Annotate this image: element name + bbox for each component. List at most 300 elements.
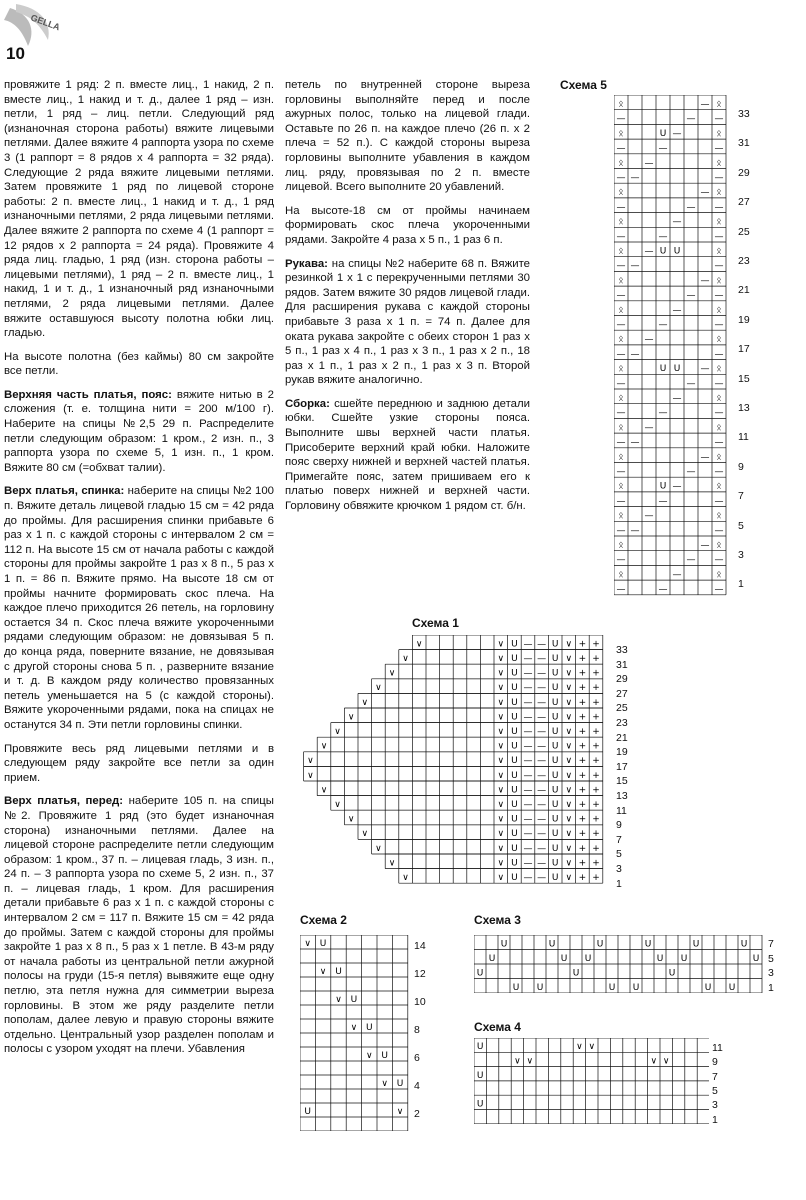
stitch-symbol: U [673, 364, 681, 375]
stitch-symbol: ∨ [514, 1056, 521, 1067]
stitch-symbol: — [537, 741, 547, 752]
stitch-symbol: ∨ [335, 994, 342, 1005]
stitch-symbol: U [551, 697, 559, 708]
stitch-symbol: — [537, 814, 547, 825]
stitch-symbol: — [537, 799, 547, 810]
stitch-symbol: U [511, 653, 518, 664]
row-number: 11 [712, 1042, 723, 1054]
stitch-symbol: + [578, 741, 587, 752]
stitch-symbol: ∨ [588, 1042, 596, 1053]
stitch-symbol: — [686, 114, 696, 125]
stitch-symbol: U [511, 785, 518, 796]
stitch-symbol: + [578, 843, 587, 854]
stitch-symbol: + [592, 872, 600, 883]
stitch-symbol: — [658, 319, 668, 330]
stitch-symbol: ∨ [497, 829, 505, 840]
row-number: 9 [738, 460, 744, 473]
stitch-symbol: ∨ [565, 697, 573, 708]
stitch-symbol: — [714, 408, 724, 419]
row-number: 10 [414, 996, 426, 1008]
stitch-symbol: U [659, 481, 667, 492]
stitch-symbol: + [578, 726, 587, 737]
row-number: 5 [712, 1084, 718, 1097]
stitch-symbol: ∨ [320, 741, 328, 752]
row-number: 17 [738, 343, 750, 356]
stitch-symbol: U [551, 756, 559, 767]
stitch-symbol: ᛟ [618, 305, 624, 316]
stitch-symbol: ∨ [304, 938, 311, 949]
stitch-symbol: + [578, 872, 587, 883]
stitch-symbol: U [551, 653, 559, 664]
row-number: 15 [616, 775, 628, 788]
stitch-symbol: ᛟ [618, 481, 624, 492]
stitch-symbol: ᛟ [618, 128, 624, 139]
stitch-symbol: — [616, 525, 626, 536]
stitch-symbol: + [592, 858, 600, 869]
stitch-symbol: ∨ [402, 872, 409, 883]
scheme-1-title: Схема 1 [412, 616, 459, 630]
stitch-symbol: — [523, 668, 533, 679]
stitch-symbol: — [616, 437, 626, 448]
paragraph-text: петель по внутренней стороне выреза горловины выполняйте перед и после ажурных полос, только на лицевой глади. Оставьте по 26 п. на каждое плечо (26 п. х 2 плеча = 52 п.). С каждой стороны выреза горловины выполните убавления в каждом лиц. ряду, провязывая по 2 п. вместе лицевой. Всего выполните 20 убавлений. [285, 79, 530, 194]
stitch-symbol: U [551, 770, 559, 781]
stitch-symbol: — [672, 481, 682, 492]
stitch-symbol: + [578, 829, 587, 840]
stitch-symbol: U [728, 982, 736, 993]
stitch-symbol: ᛟ [716, 128, 722, 139]
stitch-symbol: ∨ [361, 697, 369, 708]
stitch-symbol: U [511, 726, 518, 737]
stitch-symbol: — [630, 437, 640, 448]
stitch-symbol: U [512, 982, 520, 993]
stitch-symbol: — [700, 99, 710, 110]
stitch-symbol: ᛟ [618, 511, 624, 522]
stitch-symbol: — [523, 814, 533, 825]
stitch-symbol: ᛟ [618, 422, 624, 433]
paragraph [285, 257, 530, 388]
row-number: 21 [616, 731, 628, 744]
stitch-symbol: — [714, 143, 724, 154]
stitch-symbol: + [578, 683, 587, 694]
stitch-symbol: — [714, 114, 724, 125]
paragraph-text: На высоте-18 см от проймы начинаем формировать скос плеча укороченными рядами. Закройте 4 раза х 5 п., 1 раз 6 п. [285, 204, 530, 246]
stitch-symbol: U [673, 246, 681, 257]
stitch-symbol: — [537, 683, 547, 694]
stitch-symbol: — [537, 829, 547, 840]
stitch-symbol: + [578, 639, 587, 650]
stitch-symbol: — [630, 261, 640, 272]
stitch-symbol: ᛟ [716, 393, 722, 404]
stitch-symbol: ∨ [565, 858, 573, 869]
stitch-symbol: U [560, 953, 568, 964]
stitch-symbol: ∨ [526, 1056, 534, 1067]
stitch-symbol: ∨ [334, 726, 341, 737]
stitch-symbol: ∨ [497, 756, 505, 767]
paragraph [4, 388, 274, 476]
stitch-symbol: — [523, 683, 533, 694]
stitch-symbol: U [511, 843, 518, 854]
stitch-symbol: — [714, 261, 724, 272]
stitch-symbol: ∨ [497, 770, 505, 781]
paragraph [285, 78, 530, 195]
row-number: 12 [414, 968, 426, 980]
paragraph [4, 78, 274, 341]
stitch-symbol: U [551, 785, 559, 796]
stitch-symbol: + [592, 741, 600, 752]
stitch-symbol: ∨ [565, 756, 573, 767]
row-number: 7 [712, 1070, 718, 1083]
row-number: 3 [768, 967, 774, 979]
scheme-5-title: Схема 5 [560, 78, 607, 92]
stitch-symbol: ᛟ [716, 334, 722, 345]
stitch-symbol: — [686, 202, 696, 213]
stitch-symbol: U [551, 872, 559, 883]
scheme-4-title: Схема 4 [474, 1020, 521, 1034]
stitch-symbol: — [616, 172, 626, 183]
stitch-symbol: U [511, 697, 518, 708]
stitch-symbol: — [537, 668, 547, 679]
stitch-symbol: + [592, 712, 600, 723]
stitch-symbol: + [592, 639, 600, 650]
stitch-symbol: + [578, 814, 587, 825]
stitch-symbol: + [578, 785, 587, 796]
stitch-symbol: ∨ [375, 683, 382, 694]
stitch-symbol: — [537, 653, 547, 664]
stitch-symbol: U [500, 939, 508, 950]
stitch-symbol: — [714, 172, 724, 183]
stitch-symbol: — [523, 741, 533, 752]
scheme-3-title: Схема 3 [474, 913, 521, 927]
stitch-symbol: U [511, 799, 518, 810]
stitch-symbol: ∨ [307, 756, 314, 767]
stitch-symbol: — [616, 466, 626, 477]
stitch-symbol: U [551, 843, 559, 854]
stitch-symbol: + [578, 697, 587, 708]
stitch-symbol: ᛟ [618, 364, 624, 375]
stitch-symbol: ∨ [576, 1042, 583, 1053]
stitch-symbol: — [686, 378, 696, 389]
scheme-2-title: Схема 2 [300, 913, 347, 927]
stitch-symbol: ∨ [497, 843, 505, 854]
stitch-symbol: + [592, 756, 600, 767]
stitch-symbol: ∨ [347, 712, 355, 723]
stitch-symbol: U [608, 982, 616, 993]
scheme-4-chart [474, 1038, 709, 1124]
stitch-symbol: — [672, 305, 682, 316]
stitch-symbol: ∨ [565, 770, 573, 781]
stitch-symbol: + [592, 799, 600, 810]
stitch-symbol: ∨ [565, 785, 573, 796]
stitch-symbol: + [578, 712, 587, 723]
stitch-symbol: U [350, 994, 358, 1005]
stitch-symbol: ∨ [307, 770, 314, 781]
stitch-symbol: U [551, 683, 559, 694]
row-number: 29 [616, 673, 628, 686]
stitch-symbol: ∨ [319, 966, 327, 977]
row-number: 31 [616, 658, 628, 671]
stitch-symbol: U [381, 1050, 388, 1061]
row-number: 19 [616, 746, 628, 759]
paragraph [4, 350, 274, 379]
stitch-symbol: — [714, 525, 724, 536]
stitch-symbol: ∨ [565, 726, 573, 737]
stitch-symbol: — [714, 319, 724, 330]
paragraph-text: на спицы №2 наберите 68 п. Вяжите резинкой 1 х 1 с перекрученными петлями 30 рядов. Затем вяжите 30 рядов лицевой глади. Для расширения рукава с каждой стороны прибавьте 3 раза х 1 п. = 74 п. Далее для оката рукава закройте с обеих сторон 1 раз х 5 п., 1 раз х 4 п., 1 раз х 3 п., 1 раз х 2 п., 18 раз х 1 п., 1 раз х 2 п., 1 раз х 3 п. Второй рукав вяжите аналогично. [285, 257, 530, 387]
stitch-symbol: ∨ [565, 741, 573, 752]
stitch-symbol: ᛟ [716, 187, 722, 198]
row-number: 1 [768, 981, 774, 994]
stitch-symbol: — [714, 202, 724, 213]
stitch-symbol: U [551, 668, 559, 679]
paragraph [4, 742, 274, 786]
stitch-symbol: — [537, 872, 547, 883]
row-number: 3 [616, 863, 622, 875]
stitch-symbol: — [523, 756, 533, 767]
stitch-symbol: — [616, 114, 626, 125]
stitch-symbol: ᛟ [716, 511, 722, 522]
stitch-symbol: U [476, 1099, 484, 1110]
row-number: 27 [616, 687, 628, 700]
stitch-symbol: ᛟ [618, 99, 624, 110]
row-number: 3 [738, 549, 744, 561]
stitch-symbol: U [511, 639, 518, 650]
paragraph [4, 794, 274, 1057]
row-number: 9 [712, 1056, 718, 1069]
stitch-symbol: — [672, 217, 682, 228]
scheme-2-chart [300, 935, 410, 1131]
row-number: 1 [712, 1113, 718, 1126]
stitch-symbol: — [537, 843, 547, 854]
stitch-symbol: — [700, 364, 710, 375]
stitch-symbol: U [656, 953, 664, 964]
stitch-symbol: — [616, 143, 626, 154]
stitch-symbol: ∨ [497, 712, 505, 723]
stitch-symbol: ᛟ [618, 569, 624, 580]
row-number: 11 [738, 431, 749, 444]
stitch-symbol: ᛟ [618, 187, 624, 198]
stitch-symbol: — [644, 422, 654, 433]
stitch-symbol: U [511, 829, 518, 840]
stitch-symbol: — [616, 378, 626, 389]
stitch-symbol: — [672, 128, 682, 139]
stitch-symbol: ∨ [320, 785, 328, 796]
row-number: 6 [414, 1052, 420, 1064]
stitch-symbol: ∨ [497, 814, 505, 825]
stitch-symbol: — [658, 584, 668, 595]
paragraph-text: наберите 105 п. на спицы №2. Провяжите 1 ряд (это будет изнаночная сторона) изнаночными петлями. Далее на лицевой стороне распределите петли следующим образом: 1 кром., 37 п. – лицевая гладь, 3 изн. п., 24 п. – 3 раппорта узора по схеме 5, 2 изн. п., 37 п. – лицевая гладь, 1 кром. Для расширения детали прибавьте 6 раз х 1 п. с каждой стороны с интервалом 2 см = 117 п. Вяжите 15 см = 42 ряда до проймы. Затем с каждой стороны для проймы закройте 1 раз х 8 п., 5 раз х 1 петле. В 43-м ряду от начала работы из центральной петли ажурной полосы на груди (15-я петля) вывяжите еще одну петлю, эта петля нужна для симметрии выреза горловины. В этом же ряду разделите петли пополам, далее левую и правую стороны вяжите отдельно. Центральный узор разделен пополам и полосы с узором уходят на плечи. Убавления [4, 795, 274, 1056]
paragraph-text: Провяжите весь ряд лицевыми петлями и в следующем ряду закройте все петли за один прием. [4, 742, 274, 784]
stitch-symbol: ∨ [402, 653, 409, 664]
stitch-symbol: — [537, 639, 547, 650]
stitch-symbol: — [523, 799, 533, 810]
stitch-symbol: U [584, 953, 592, 964]
stitch-symbol: U [548, 939, 556, 950]
paragraph-text: провяжите 1 ряд: 2 п. вместе лиц., 1 накид, 2 п. вместе лиц., 1 накид и т. д., далее 1 ряд – изн. петли, 1 ряд – лиц. петли. Следующий ряд (изнаночная сторона работы) вяжите лицевыми петлями. Далее вяжите 4 раппорта узора по схеме 3 (1 раппорт = 8 рядов х 4 раппорта = 32 ряда). Следующие 2 ряда вяжите лицевыми петлями. Затем провяжите 1 ряд по лицевой стороне работы: 2 п. вместе лиц., 1 накид и т. д., 1 ряд изнаночными петлями, 2 ряда лицевыми петлями. Далее вяжите 2 раппорта по схеме 4 (1 раппорт = 12 рядов х 2 раппорта = 24 ряда). Провяжите 4 ряда лиц. гладью, 1 ряд (изн. сторона работы – лицевыми петлями), 1 ряд – 2 п. вместе лиц., 1 накид, 1 и т. д., 1 изнаночный ряд изнаночными петлями, 2 ряда лицевыми петлями. Далее вяжите оставшуюся высоту полотна юбки лиц. гладью. [4, 79, 274, 340]
stitch-symbol: + [592, 697, 600, 708]
stitch-symbol: — [523, 726, 533, 737]
paragraph-heading: Верхняя часть платья, пояс: [4, 388, 172, 401]
stitch-symbol: ᛟ [716, 275, 722, 286]
stitch-symbol: ᛟ [716, 364, 722, 375]
stitch-symbol: — [616, 290, 626, 301]
stitch-symbol: U [335, 966, 342, 977]
row-number: 5 [738, 519, 744, 532]
stitch-symbol: U [704, 982, 712, 993]
scheme-1-chart [290, 635, 612, 890]
stitch-symbol: U [511, 858, 518, 869]
stitch-symbol: ∨ [650, 1056, 658, 1067]
row-number: 5 [768, 952, 774, 965]
stitch-symbol: U [536, 982, 544, 993]
stitch-symbol: U [551, 799, 559, 810]
paragraph-text: вяжите нитью в 2 сложения (т. е. толщина нити = 200 м/100 г). Наберите на спицы №2,5 29 п. Распределите петли следующим образом: 1 кром., 2 изн. п., 3 раппорта узора по схеме 5, 1 изн. п., 1 кром. Вяжите 80 см (=обхват талии). [4, 388, 275, 474]
stitch-symbol: — [523, 653, 533, 664]
stitch-symbol: ∨ [565, 843, 573, 854]
stitch-symbol: ∨ [375, 843, 382, 854]
stitch-symbol: — [537, 712, 547, 723]
stitch-symbol: ∨ [415, 639, 423, 650]
stitch-symbol: ∨ [565, 829, 573, 840]
row-number: 17 [616, 760, 628, 773]
stitch-symbol: — [523, 785, 533, 796]
stitch-symbol: ᛟ [716, 217, 722, 228]
stitch-symbol: ᛟ [716, 540, 722, 551]
stitch-symbol: — [616, 584, 626, 595]
stitch-symbol: ᛟ [618, 393, 624, 404]
row-number: 7 [616, 833, 622, 846]
stitch-symbol: ∨ [497, 683, 505, 694]
stitch-symbol: — [523, 639, 533, 650]
stitch-symbol: — [686, 290, 696, 301]
stitch-symbol: — [537, 697, 547, 708]
stitch-symbol: + [578, 668, 587, 679]
stitch-symbol: — [630, 349, 640, 360]
stitch-symbol: — [523, 858, 533, 869]
stitch-symbol: — [658, 231, 668, 242]
stitch-symbol: — [714, 231, 724, 242]
stitch-symbol: ∨ [388, 668, 396, 679]
stitch-symbol: U [511, 872, 518, 883]
row-number: 5 [616, 848, 622, 861]
stitch-symbol: U [366, 1022, 373, 1033]
stitch-symbol: ∨ [565, 683, 573, 694]
row-number: 19 [738, 313, 750, 326]
stitch-symbol: ∨ [350, 1022, 358, 1033]
stitch-symbol: U [511, 712, 518, 723]
stitch-symbol: — [616, 496, 626, 507]
row-number: 23 [738, 255, 750, 267]
stitch-symbol: + [592, 814, 600, 825]
row-number: 13 [616, 790, 628, 802]
stitch-symbol: ∨ [347, 814, 355, 825]
stitch-symbol: U [488, 953, 496, 964]
stitch-symbol: U [551, 639, 559, 650]
scheme-5-chart [614, 95, 734, 613]
stitch-symbol: U [551, 814, 559, 825]
stitch-symbol: U [659, 128, 667, 139]
stitch-symbol: ∨ [497, 639, 505, 650]
stitch-symbol: ∨ [662, 1056, 670, 1067]
stitch-symbol: — [714, 584, 724, 595]
stitch-symbol: — [658, 143, 668, 154]
stitch-symbol: — [523, 697, 533, 708]
stitch-symbol: ∨ [497, 785, 505, 796]
stitch-symbol: U [644, 939, 652, 950]
paragraph [285, 397, 530, 514]
stitch-symbol: ∨ [366, 1050, 373, 1061]
stitch-symbol: ∨ [497, 653, 505, 664]
row-number: 7 [738, 490, 744, 503]
paragraph-text: На высоте полотна (без каймы) 80 см закройте все петли. [4, 350, 274, 378]
stitch-symbol: ∨ [497, 741, 505, 752]
stitch-symbol: — [714, 349, 724, 360]
stitch-symbol: — [700, 452, 710, 463]
stitch-symbol: U [511, 741, 518, 752]
stitch-symbol: U [551, 726, 559, 737]
stitch-symbol: ∨ [565, 653, 573, 664]
stitch-symbol: + [578, 858, 587, 869]
stitch-symbol: — [714, 496, 724, 507]
stitch-symbol: — [658, 496, 668, 507]
stitch-symbol: + [592, 785, 600, 796]
stitch-symbol: ᛟ [618, 275, 624, 286]
stitch-symbol: — [616, 231, 626, 242]
paragraph-heading: Верх платья, спинка: [4, 485, 125, 498]
stitch-symbol: ∨ [497, 872, 505, 883]
stitch-symbol: ᛟ [618, 158, 624, 169]
stitch-symbol: ᛟ [618, 246, 624, 257]
stitch-symbol: — [644, 246, 654, 257]
row-number: 9 [616, 819, 622, 832]
stitch-symbol: + [592, 668, 600, 679]
stitch-symbol: ∨ [497, 858, 505, 869]
stitch-symbol: U [632, 982, 640, 993]
paragraph [4, 484, 274, 732]
stitch-symbol: + [578, 756, 587, 767]
stitch-symbol: U [680, 953, 688, 964]
stitch-symbol: ᛟ [618, 540, 624, 551]
stitch-symbol: ᛟ [716, 452, 722, 463]
stitch-symbol: U [551, 858, 559, 869]
stitch-symbol: — [616, 261, 626, 272]
page-number: 10 [6, 44, 25, 63]
stitch-symbol: — [537, 770, 547, 781]
paragraph-heading: Рукава: [285, 257, 328, 270]
paragraph-heading: Верх платья, перед: [4, 795, 124, 808]
stitch-symbol: ∨ [565, 799, 573, 810]
stitch-symbol: — [523, 843, 533, 854]
stitch-symbol: U [476, 1070, 484, 1081]
row-number: 11 [616, 804, 627, 817]
row-number: 1 [738, 578, 744, 591]
stitch-symbol: — [630, 525, 640, 536]
stitch-symbol: U [511, 668, 518, 679]
stitch-symbol: — [630, 172, 640, 183]
row-number: 29 [738, 166, 750, 179]
stitch-symbol: — [616, 555, 626, 566]
stitch-symbol: — [523, 712, 533, 723]
row-number: 25 [738, 225, 750, 238]
row-number: 14 [414, 940, 426, 952]
stitch-symbol: + [592, 770, 600, 781]
row-number: 8 [414, 1024, 420, 1036]
stitch-symbol: ∨ [565, 814, 573, 825]
stitch-symbol: U [319, 938, 327, 949]
stitch-symbol: + [578, 799, 587, 810]
stitch-symbol: + [592, 653, 600, 664]
stitch-symbol: — [686, 555, 696, 566]
stitch-symbol: — [700, 540, 710, 551]
